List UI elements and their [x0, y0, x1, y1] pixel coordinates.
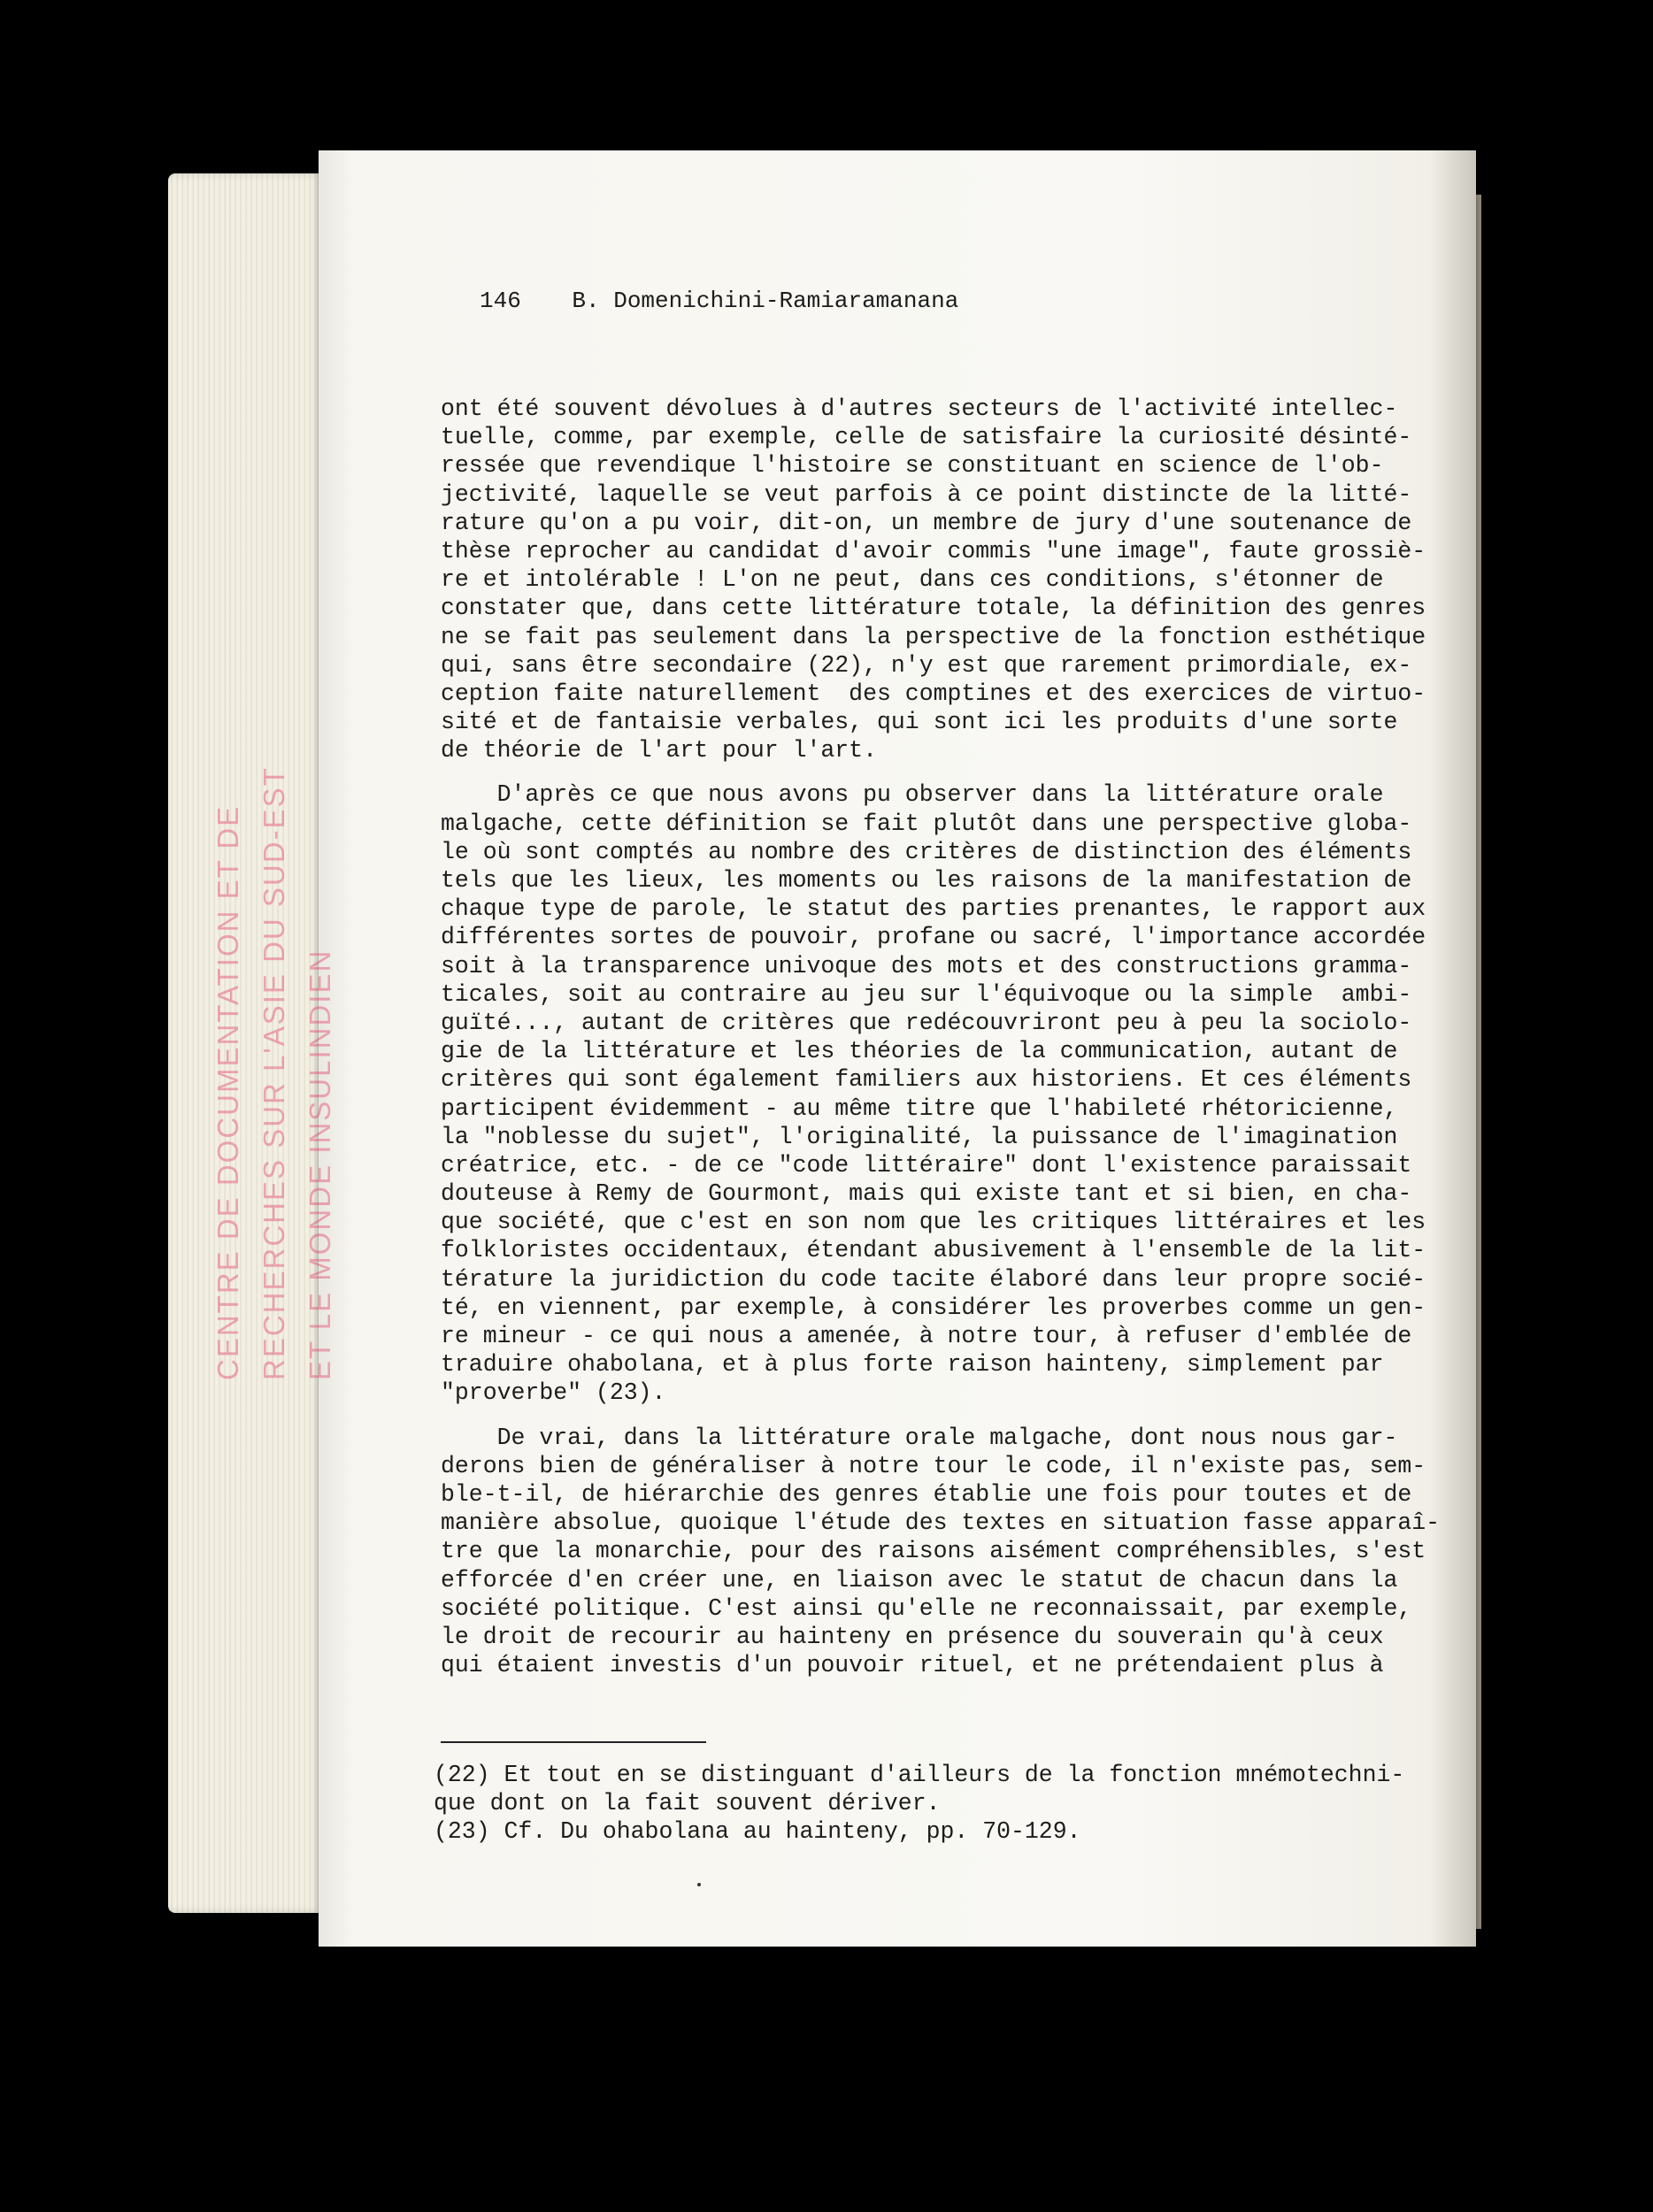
running-header: [480, 288, 958, 314]
text-line: le où sont comptés au nombre des critères de distinction des éléments: [441, 838, 1412, 865]
footnote-line: (23) Cf. Du ohabolana au hainteny, pp. 70-129.: [434, 1818, 1081, 1845]
text-line: térature la juridiction du code tacite élaboré dans leur propre socié-: [441, 1265, 1426, 1293]
text-line: derons bien de généraliser à notre tour le code, il n'existe pas, sem-: [441, 1452, 1426, 1479]
text-line: critères qui sont également familiers aux historiens. Et ces éléments: [441, 1066, 1412, 1094]
text-line: rature qu'on a pu voir, dit-on, un membre de jury d'une soutenance de: [441, 509, 1412, 536]
text-line: traduire ohabolana, et à plus forte raison hainteny, simplement par: [441, 1351, 1384, 1379]
text-line: manière absolue, quoique l'étude des textes en situation fasse apparaî-: [441, 1509, 1441, 1537]
text-line: créatrice, etc. - de ce "code littéraire" dont l'existence paraissait: [441, 1151, 1412, 1179]
text-line: guïté..., autant de critères que redécouvriront peu à peu la sociolo-: [441, 1009, 1412, 1036]
text-line: ble-t-il, de hiérarchie des genres établie une fois pour toutes et de: [441, 1480, 1412, 1508]
text-line: malgache, cette définition se fait plutôt dans une perspective globa-: [441, 810, 1412, 837]
text-line: société politique. C'est ainsi qu'elle ne reconnaissait, par exemple,: [441, 1594, 1412, 1622]
text-line: la "noblesse du sujet", l'originalité, la puissance de l'imagination: [441, 1123, 1398, 1150]
paragraph-gap: [441, 1408, 1432, 1424]
stamp-line: RECHERCHES SUR L'ASIE DU SUD-EST: [258, 766, 290, 1380]
text-line: différentes sortes de pouvoir, profane ou sacré, l'importance accordée: [441, 924, 1426, 951]
text-line: ception faite naturellement des comptines et des exercices de virtuo-: [441, 680, 1426, 707]
paragraph-gap: [441, 764, 1432, 780]
text-line: De vrai, dans la littérature orale malgache, dont nous nous gar-: [441, 1424, 1398, 1451]
text-line: sité et de fantaisie verbales, qui sont ici les produits d'une sorte: [441, 709, 1398, 736]
footnotes: [434, 1761, 1434, 1846]
paragraph-2: [441, 780, 1432, 1407]
text-line: ressée que revendique l'histoire se constituant en science de l'ob-: [441, 452, 1384, 480]
text-line: tels que les lieux, les moments ou les raisons de la manifestation de: [441, 867, 1412, 894]
text-line: D'après ce que nous avons pu observer dans la littérature orale: [441, 781, 1384, 809]
text-line: tuelle, comme, par exemple, celle de satisfaire la curiosité désinté-: [441, 424, 1412, 451]
text-line: qui étaient investis d'un pouvoir rituel, et ne prétendaient plus à: [441, 1652, 1384, 1679]
text-line: que société, que c'est en son nom que les critiques littéraires et les: [441, 1209, 1426, 1236]
text-line: constater que, dans cette littérature totale, la définition des genres: [441, 595, 1426, 622]
paragraph-1: [441, 395, 1432, 764]
text-line: thèse reprocher au candidat d'avoir commis "une image", faute grossiè-: [441, 537, 1426, 565]
library-stamp: [205, 584, 444, 1380]
text-line: jectivité, laquelle se veut parfois à ce point distincte de la litté-: [441, 480, 1412, 508]
page-number: 146: [480, 288, 521, 314]
text-line: gie de la littérature et les théories de la communication, autant de: [441, 1038, 1398, 1065]
text-line: re et intolérable ! L'on ne peut, dans ces conditions, s'étonner de: [441, 566, 1384, 594]
text-line: tre que la monarchie, pour des raisons aisément compréhensibles, s'est: [441, 1538, 1426, 1565]
stamp-line: ET LE MONDE INSULINDIEN: [304, 949, 336, 1380]
text-line: ticales, soit au contraire au jeu sur l'équivoque ou la simple ambi-: [441, 980, 1412, 1008]
text-line: de théorie de l'art pour l'art.: [441, 737, 877, 764]
text-line: soit à la transparence univoque des mots et des constructions gramma-: [441, 952, 1412, 979]
body-text: [441, 395, 1441, 1679]
text-line: efforcée d'en créer une, en liaison avec le statut de chacun dans la: [441, 1566, 1398, 1594]
stamp-line: CENTRE DE DOCUMENTATION ET DE: [211, 804, 244, 1380]
footnote-line: (22) Et tout en se distinguant d'ailleurs de la fonction mnémotechni-: [434, 1762, 1405, 1788]
text-line: participent évidemment - au même titre que l'habileté rhétoricienne,: [441, 1094, 1398, 1122]
footnote-rule: [441, 1741, 706, 1743]
text-line: ne se fait pas seulement dans la perspective de la fonction esthétique: [441, 623, 1426, 650]
text-line: "proverbe" (23).: [441, 1379, 666, 1407]
text-line: le droit de recourir au hainteny en présence du souverain qu'à ceux: [441, 1623, 1384, 1650]
text-line: re mineur - ce qui nous a amenée, à notre tour, à refuser d'emblée de: [441, 1323, 1412, 1349]
text-line: té, en viennent, par exemple, à considérer les proverbes comme un gen-: [441, 1294, 1426, 1321]
text-line: chaque type de parole, le statut des parties prenantes, le rapport aux: [441, 895, 1426, 923]
text-line: qui, sans être secondaire (22), n'y est que rarement primordiale, ex-: [441, 651, 1412, 679]
text-line: ont été souvent dévolues à d'autres secteurs de l'activité intellec-: [441, 396, 1398, 422]
page-speck: [697, 1883, 701, 1886]
footnote-line: que dont on la fait souvent dériver.: [434, 1790, 941, 1816]
text-line: folkloristes occidentaux, étendant abusivement à l'ensemble de la lit-: [441, 1237, 1426, 1264]
paragraph-3: [441, 1424, 1441, 1680]
text-line: douteuse à Remy de Gourmont, mais qui existe tant et si bien, en cha-: [441, 1180, 1412, 1208]
running-author: B. Domenichini-Ramiaramanana: [572, 288, 959, 314]
